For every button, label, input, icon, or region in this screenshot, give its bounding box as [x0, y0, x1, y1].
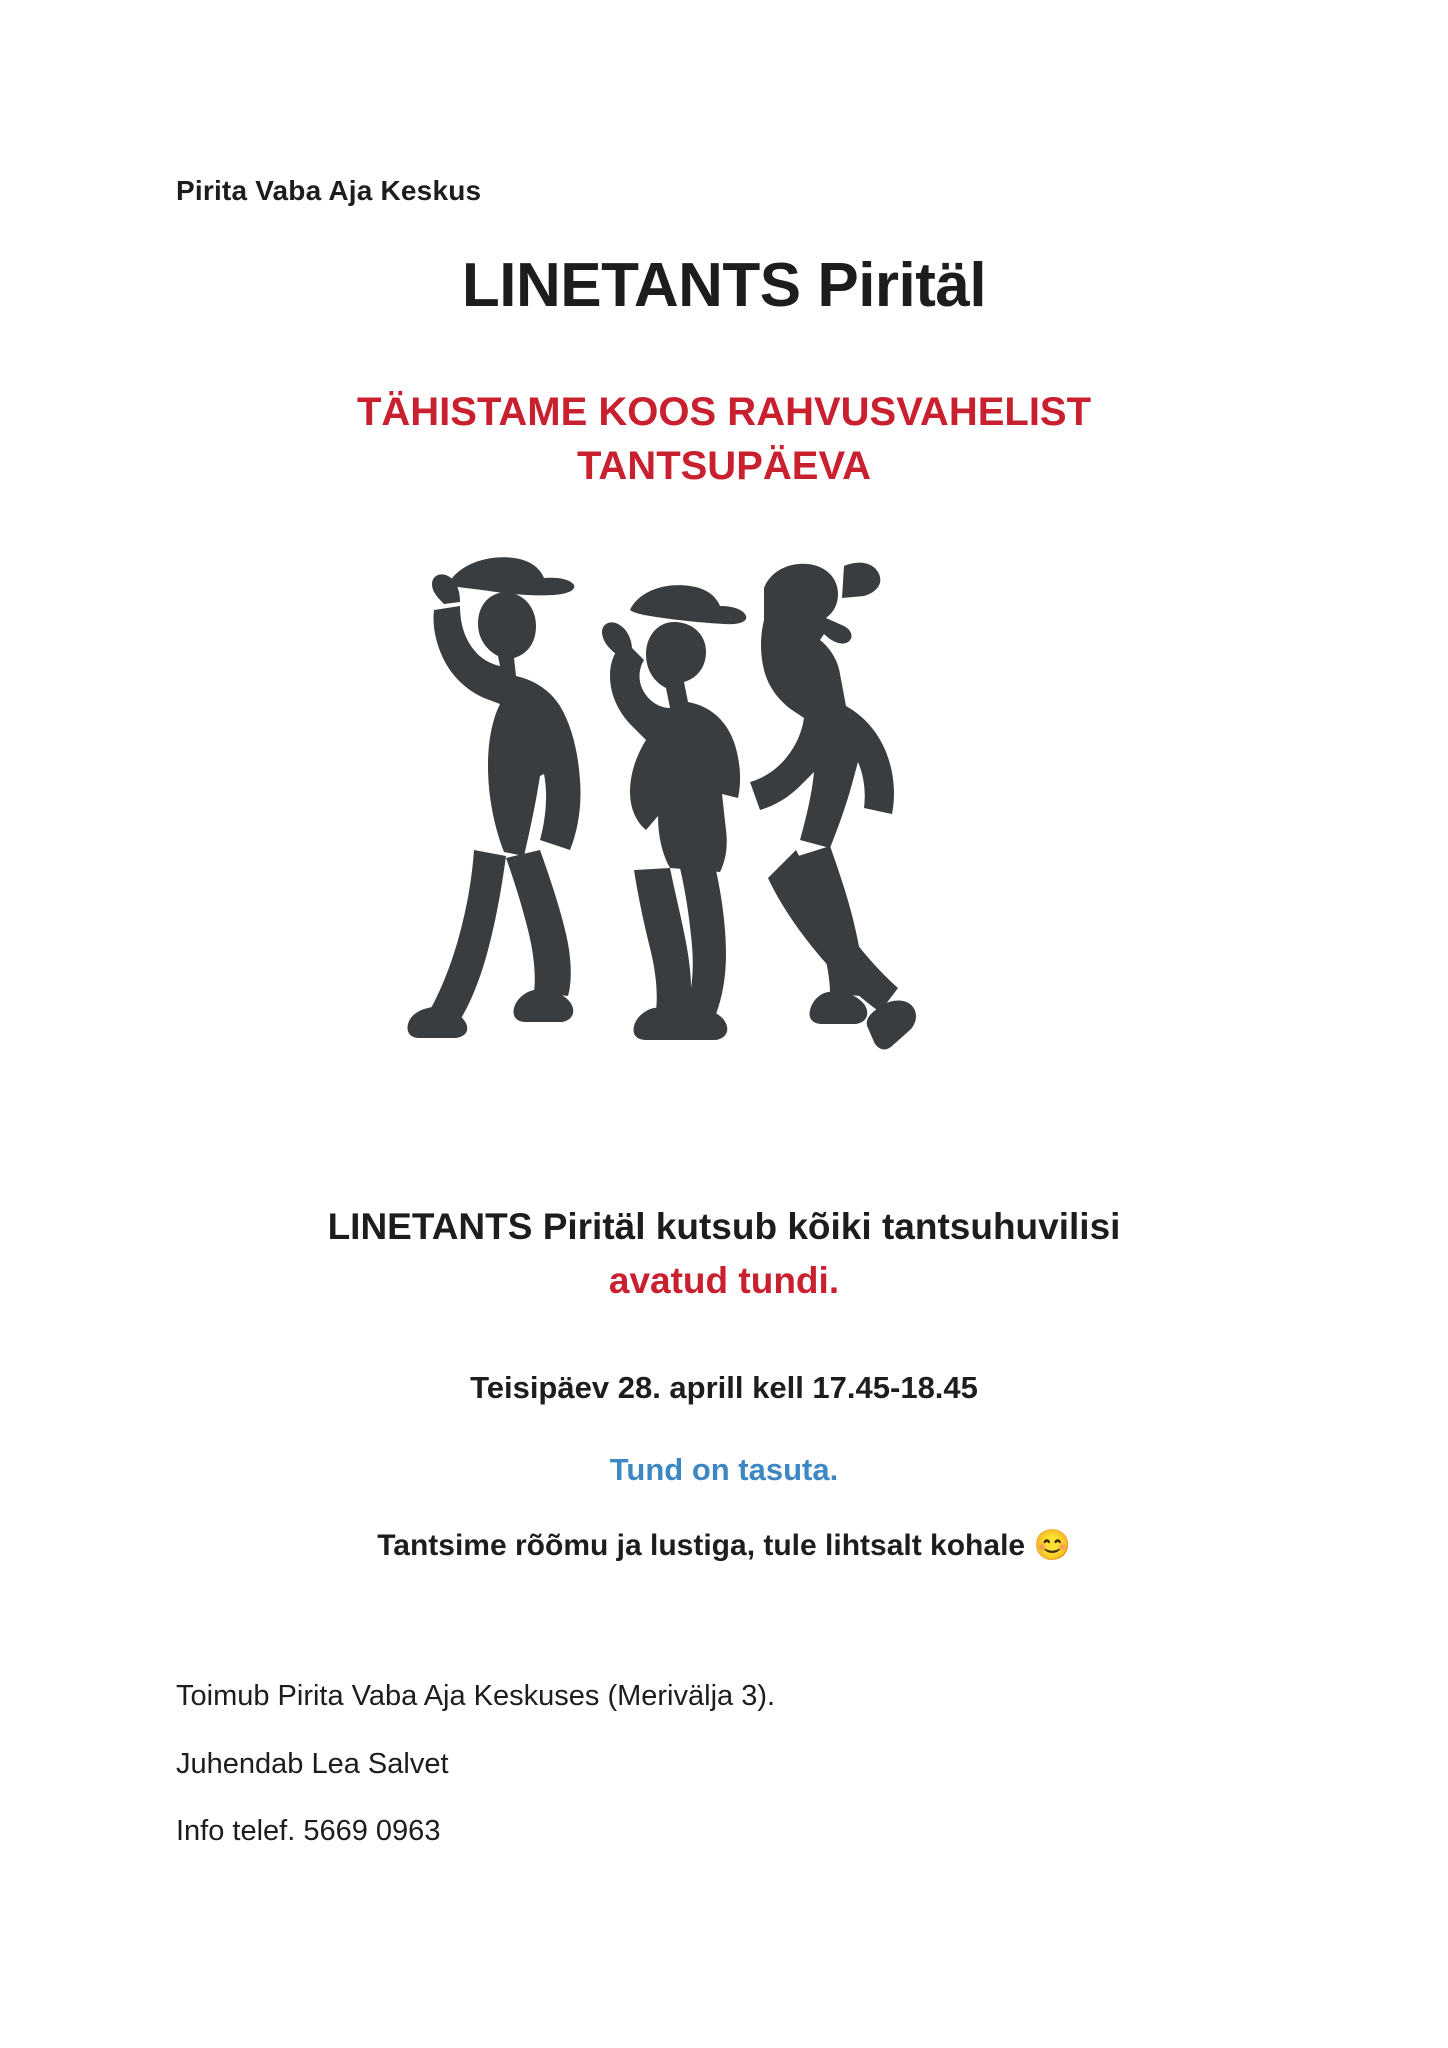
smiling-face-icon: 😊: [1033, 1529, 1071, 1562]
poster-subtitle: TÄHISTAME KOOS RAHVUSVAHELIST TANTSUPÄEVA: [356, 390, 1092, 488]
detail-instructor: Juhendab Lea Salvet: [176, 1747, 449, 1780]
line-dancers-silhouette-icon: [344, 530, 1104, 1090]
joy-note: [140, 1528, 1308, 1563]
joy-note-text: Tantsime rõõmu ja lustiga, tule lihtsalt kohale: [377, 1529, 1026, 1562]
invitation-line-2: avatud tundi.: [608, 1259, 840, 1301]
invitation-text: [140, 1200, 1308, 1307]
organizer-name: Pirita Vaba Aja Keskus: [176, 175, 482, 206]
invitation-line-1: LINETANTS Piritäl kutsub kõiki tantsuhuvilisi: [327, 1206, 1121, 1247]
free-note: Tund on tasuta.: [609, 1452, 839, 1487]
detail-location: Toimub Pirita Vaba Aja Keskuses (Merivälja 3).: [176, 1680, 776, 1712]
detail-phone: Info telef. 5669 0963: [176, 1815, 441, 1848]
event-datetime: Teisipäev 28. aprill kell 17.45-18.45: [470, 1370, 978, 1405]
event-details: [176, 1670, 775, 1873]
page-title: LINETANTS Piritäl: [461, 251, 987, 320]
